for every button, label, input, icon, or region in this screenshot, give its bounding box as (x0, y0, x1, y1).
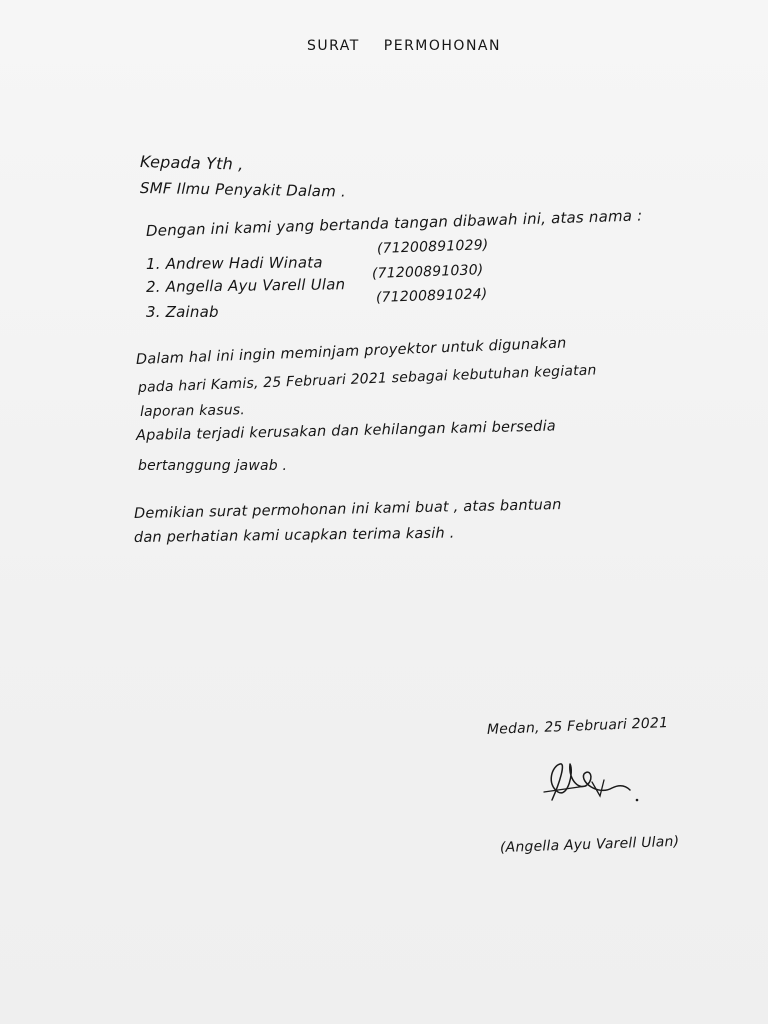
body-line-2: pada hari Kamis, 25 Februari 2021 sebagai kebutuhan kegiatan (137, 362, 597, 396)
signatory-2-nim: (71200891030) (371, 262, 484, 282)
place-date: Medan, 25 Februari 2021 (486, 715, 669, 738)
body-line-5: bertanggung jawab . (138, 458, 288, 474)
recipient: SMF Ilmu Penyakit Dalam . (139, 179, 347, 201)
signatory-3-nim: (71200891024) (375, 286, 488, 306)
handwritten-signature (540, 752, 650, 812)
closing-line-2: dan perhatian kami ucapkan terima kasih . (133, 525, 455, 546)
salutation: Kepada Yth , (139, 152, 244, 174)
signatory-3-name: 3. Zainab (146, 303, 219, 321)
body-line-3: laporan kasus. (139, 402, 246, 420)
intro-line: Dengan ini kami yang bertanda tangan dibawah ini, atas nama : (145, 206, 643, 240)
signatory-2-name: 2. Angella Ayu Varell Ulan (145, 275, 346, 296)
signatory-1-name: 1. Andrew Hadi Winata (145, 253, 323, 273)
signer-name: (Angella Ayu Varell Ulan) (499, 833, 680, 856)
letter-title: SURAT PERMOHONAN (307, 38, 501, 54)
closing-line-1: Demikian surat permohonan ini kami buat , atas bantuan (133, 497, 562, 522)
body-line-1: Dalam hal ini ingin meminjam proyektor untuk digunakan (135, 335, 567, 368)
signatory-1-nim: (71200891029) (376, 237, 489, 257)
body-line-4: Apabila terjadi kerusakan dan kehilangan kami bersedia (135, 418, 557, 444)
